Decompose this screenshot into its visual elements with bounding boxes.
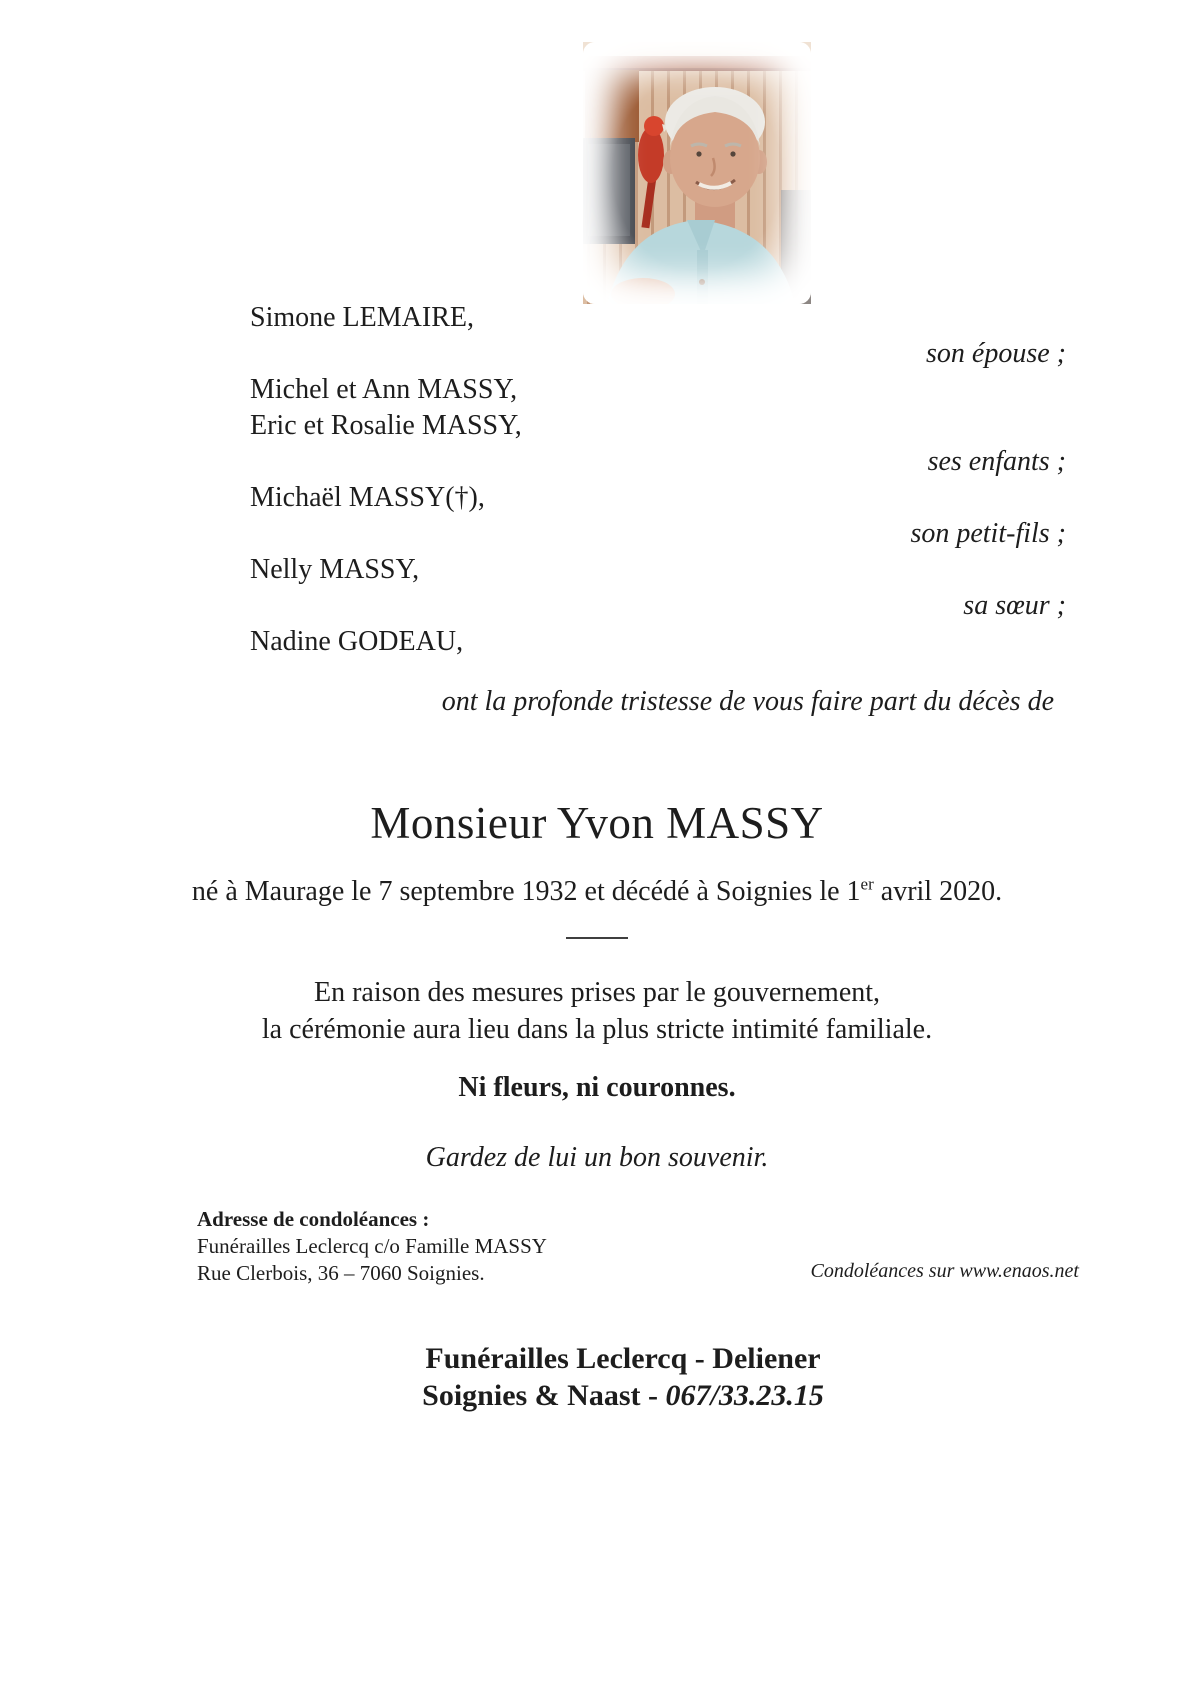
ceremony-line-2: la cérémonie aura lieu dans la plus stricte intimité familiale. [261, 1014, 933, 1045]
funeral-home-phone: 067/33.23.15 [665, 1379, 824, 1412]
life-dates-text: né à Maurage le 7 septembre 1932 et décédé à Soignies le 1 [191, 876, 861, 907]
life-dates-text-end: avril 2020. [873, 876, 1003, 907]
family-names-block [250, 300, 1066, 660]
condolence-address-heading: Adresse de condoléances : [197, 1207, 430, 1231]
funeral-home-name: Funérailles Leclercq - Deliener [425, 1342, 821, 1375]
funeral-home-location: Soignies & Naast - [422, 1379, 666, 1412]
deceased-photo [583, 42, 811, 304]
section-divider [566, 937, 628, 939]
souvenir-note: Gardez de lui un bon souvenir. [425, 1142, 769, 1173]
relation-label: son petit-fils ; [910, 518, 1066, 549]
family-name: Simone LEMAIRE, [250, 302, 474, 333]
online-condolences-note: Condoléances sur www.enaos.net [810, 1260, 1079, 1282]
funeral-home-footer [0, 1340, 1194, 1414]
deceased-photo-art [583, 42, 811, 304]
condolence-address-line-1: Funérailles Leclercq c/o Famille MASSY [197, 1234, 547, 1258]
condolence-address-block [197, 1206, 547, 1287]
family-name: Nadine GODEAU, [250, 626, 464, 657]
ceremony-notice [0, 974, 1194, 1048]
life-dates [0, 876, 1194, 908]
relation-label: ses enfants ; [927, 446, 1066, 477]
family-name: Eric et Rosalie MASSY, [250, 410, 522, 441]
deceased-name-title: Monsieur Yvon MASSY [370, 798, 824, 848]
family-name: Michel et Ann MASSY, [250, 374, 518, 405]
condolence-address-line-2: Rue Clerbois, 36 – 7060 Soignies. [197, 1261, 485, 1285]
family-name: Michaël MASSY(†), [250, 482, 485, 513]
relation-label: son épouse ; [926, 338, 1066, 369]
no-flowers-note: Ni fleurs, ni couronnes. [458, 1072, 736, 1103]
relation-label: sa sœur ; [963, 590, 1066, 621]
ceremony-line-1: En raison des mesures prises par le gouvernement, [313, 977, 881, 1008]
announcement-intro: ont la profonde tristesse de vous faire part du décès de [441, 686, 1054, 717]
family-name: Nelly MASSY, [250, 554, 420, 585]
ordinal-superscript: er [860, 874, 874, 894]
funeral-home-contact [52, 1377, 1194, 1414]
